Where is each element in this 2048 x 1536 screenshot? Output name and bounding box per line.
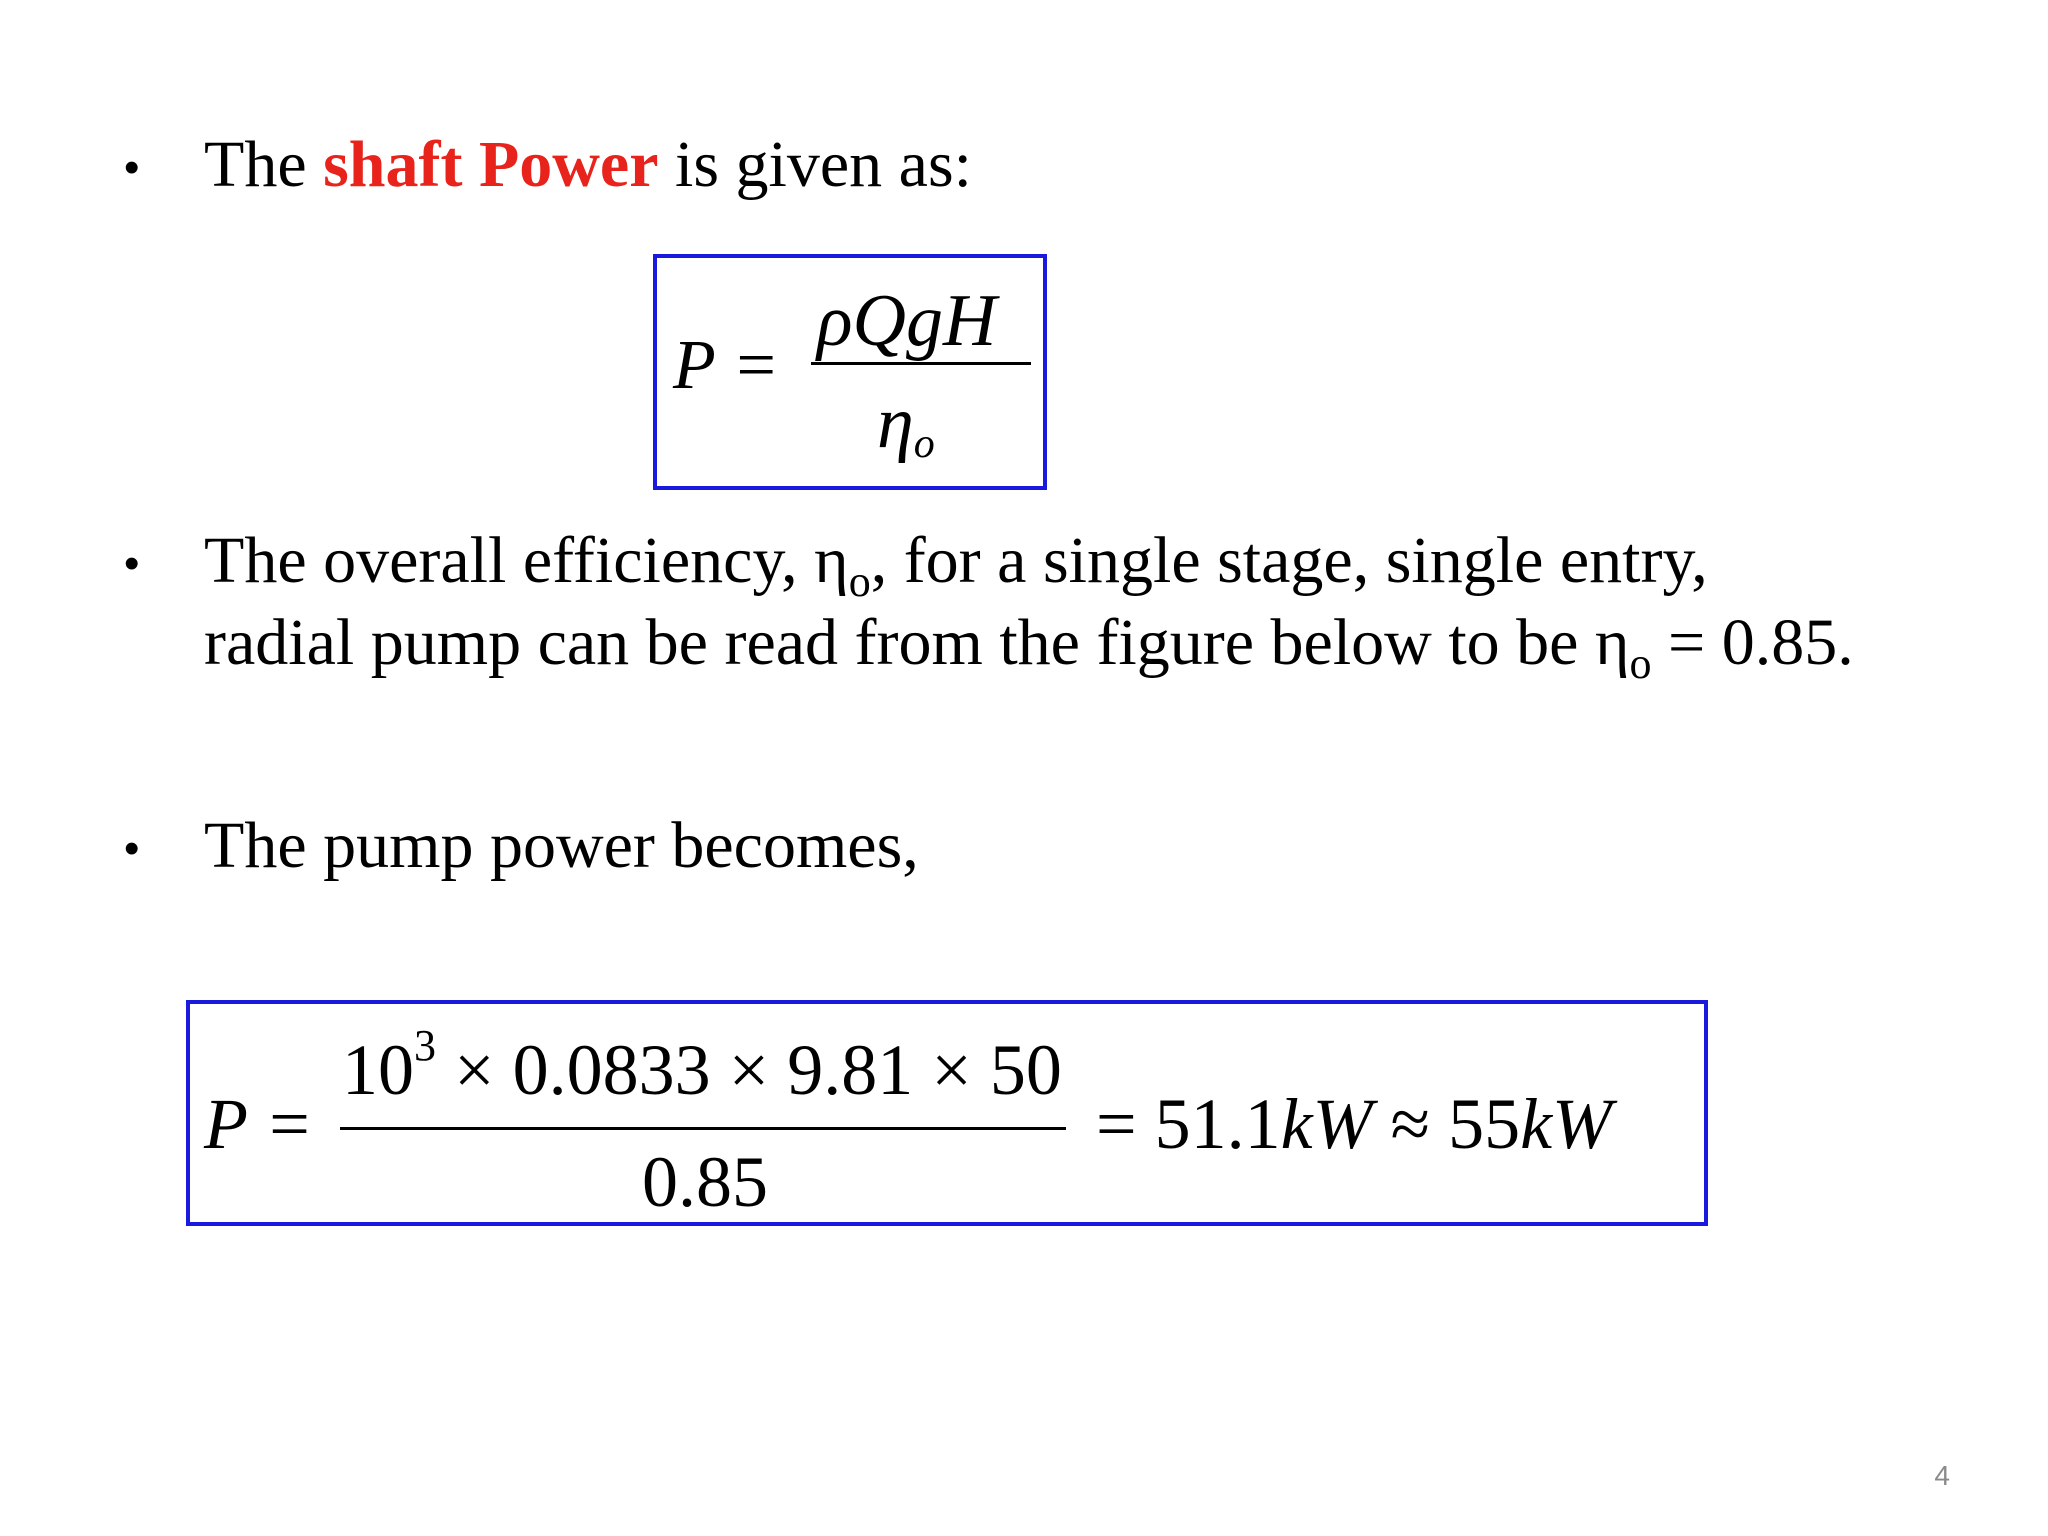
text-segment: is given as:	[658, 128, 972, 201]
bullet-icon: •	[124, 539, 140, 588]
bullet-line-2	[204, 602, 1854, 688]
formula-denominator	[877, 382, 935, 467]
shaft-power-formula-box	[653, 254, 1047, 490]
bullet-icon: •	[124, 143, 140, 192]
formula-numerator	[342, 1021, 1062, 1110]
subscript: o	[1629, 639, 1652, 688]
bullet-text: The pump power becomes,	[204, 809, 919, 882]
pump-power-calculation-box	[186, 1000, 1708, 1226]
formula-denominator: 0.85	[642, 1142, 768, 1222]
formula-numerator: ρQgH	[817, 280, 997, 362]
formula-result	[1096, 1084, 1612, 1164]
page-number: 4	[1934, 1460, 1950, 1491]
highlight-text: shaft Power	[323, 128, 659, 201]
text-segment: , for a single stage, single entry,	[870, 524, 1708, 597]
text-segment: radial pump can be read from the figure below to be η	[204, 606, 1630, 679]
formula-lhs-text: P =	[673, 327, 780, 404]
fraction-bar	[340, 1127, 1066, 1130]
subscript: o	[848, 557, 871, 606]
result-unit: kW	[1280, 1084, 1373, 1164]
result-value: = 51.1	[1096, 1084, 1281, 1164]
approx-value: ≈ 55	[1372, 1084, 1521, 1164]
bullet-text	[204, 124, 972, 206]
numerator-rest: × 0.0833 × 9.81 × 50	[436, 1030, 1062, 1110]
bullet-line-1	[204, 520, 1854, 606]
text-segment: The overall efficiency, η	[204, 524, 849, 597]
eta-symbol: η	[877, 382, 914, 464]
text-segment: = 0.85.	[1651, 606, 1854, 679]
formula-lhs: P =	[204, 1084, 314, 1164]
power-exponent: 3	[414, 1021, 436, 1070]
fraction-bar	[811, 362, 1031, 365]
power-base: 10	[342, 1030, 414, 1110]
eta-subscript: o	[913, 421, 935, 467]
approx-unit: kW	[1520, 1084, 1612, 1164]
bullet-text	[204, 520, 1854, 688]
bullet-icon: •	[124, 824, 140, 873]
formula-lhs	[673, 327, 780, 404]
text-segment: The	[204, 128, 324, 201]
